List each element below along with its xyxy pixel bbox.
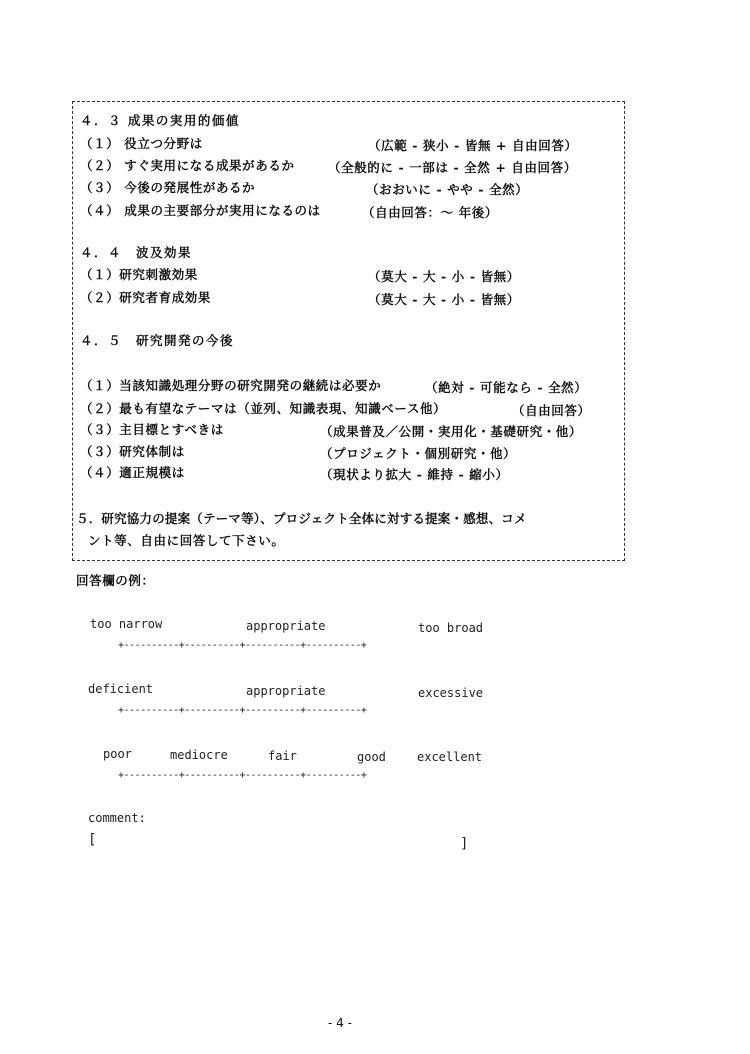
scale1-line: +----------+----------+----------+----------+: [118, 640, 367, 651]
scale3-label-good: good: [357, 750, 386, 764]
item-4-5-1-label: （１）当該知識処理分野の研究開発の継続は必要か: [80, 378, 382, 393]
item-4-5-2-options: （自由回答）: [512, 403, 591, 418]
item-4-5-4-label: （３）研究体制は: [80, 444, 185, 459]
scale1-label-too-broad: too broad: [418, 621, 484, 635]
section-4-3-title: ４．３ 成果の実用的価値: [80, 113, 240, 128]
item-4-5-5-label: （４）適正規模は: [80, 465, 185, 480]
item-4-3-3-options: （おおいに - やや - 全然）: [366, 182, 529, 197]
item-4-4-1-options: （莫大 - 大 - 小 - 皆無）: [368, 269, 520, 284]
scale2-label-excessive: excessive: [418, 686, 484, 700]
item-4-5-2-label: （２）最も有望なテーマは（並列、知識表現、知識ベース他）: [80, 401, 447, 416]
scale3-line: +----------+----------+----------+----------+: [118, 770, 367, 781]
item-4-3-1-options: （広範 - 狭小 - 皆無 + 自由回答）: [368, 138, 578, 153]
page-number: - 4 -: [328, 1016, 352, 1030]
item-4-4-2-label: （２）研究者育成効果: [80, 290, 212, 305]
item-4-5-5-options: （現状より拡大 - 維持 - 縮小）: [320, 467, 509, 482]
scale3-label-excellent: excellent: [417, 750, 483, 764]
item-4-4-1-label: （１）研究刺激効果: [80, 267, 198, 282]
section-5-line1: ５．研究協力の提案（テーマ等）、プロジェクト全体に対する提案・感想、コメ: [76, 511, 527, 526]
scale1-label-too-narrow: too narrow: [90, 617, 163, 631]
item-4-3-4-label: （４） 成果の主要部分が実用になるのは: [80, 203, 321, 218]
item-4-4-2-options: （莫大 - 大 - 小 - 皆無）: [368, 292, 520, 307]
item-4-5-4-options: （プロジェクト・個別研究・他）: [320, 446, 517, 461]
comment-bracket-open: [: [88, 832, 97, 848]
scale2-label-deficient: deficient: [88, 682, 154, 696]
scale3-label-poor: poor: [103, 747, 132, 761]
section-5-line2: ント等、自由に回答して下さい。: [88, 533, 285, 548]
scale3-label-fair: fair: [268, 749, 297, 763]
section-4-5-title: ４．５ 研究開発の今後: [80, 333, 235, 348]
item-4-3-1-label: （１） 役立つ分野は: [80, 136, 203, 151]
item-4-3-2-label: （２） すぐ実用になる成果があるか: [80, 158, 295, 173]
item-4-3-4-options: （自由回答：～ 年後）: [362, 205, 498, 220]
comment-label: comment:: [88, 811, 146, 825]
scale3-label-mediocre: mediocre: [170, 748, 228, 762]
item-4-5-1-options: （絶対 - 可能なら - 全然）: [425, 380, 588, 395]
item-4-3-2-options: （全般的に - 一部は - 全然 + 自由回答）: [328, 160, 577, 175]
section-4-4-title: ４．４ 波及効果: [80, 245, 193, 260]
item-4-5-3-options: （成果普及／公開・実用化・基礎研究・他）: [320, 424, 583, 439]
comment-bracket-close: ]: [460, 836, 469, 852]
scale1-label-appropriate: appropriate: [246, 619, 326, 633]
example-heading: 回答欄の例：: [76, 573, 155, 588]
item-4-3-3-label: （３） 今後の発展性があるか: [80, 180, 256, 195]
scale2-label-appropriate: appropriate: [246, 684, 326, 698]
item-4-5-3-label: （３）主目標とすべきは: [80, 422, 224, 437]
scale2-line: +----------+----------+----------+----------+: [118, 705, 367, 716]
